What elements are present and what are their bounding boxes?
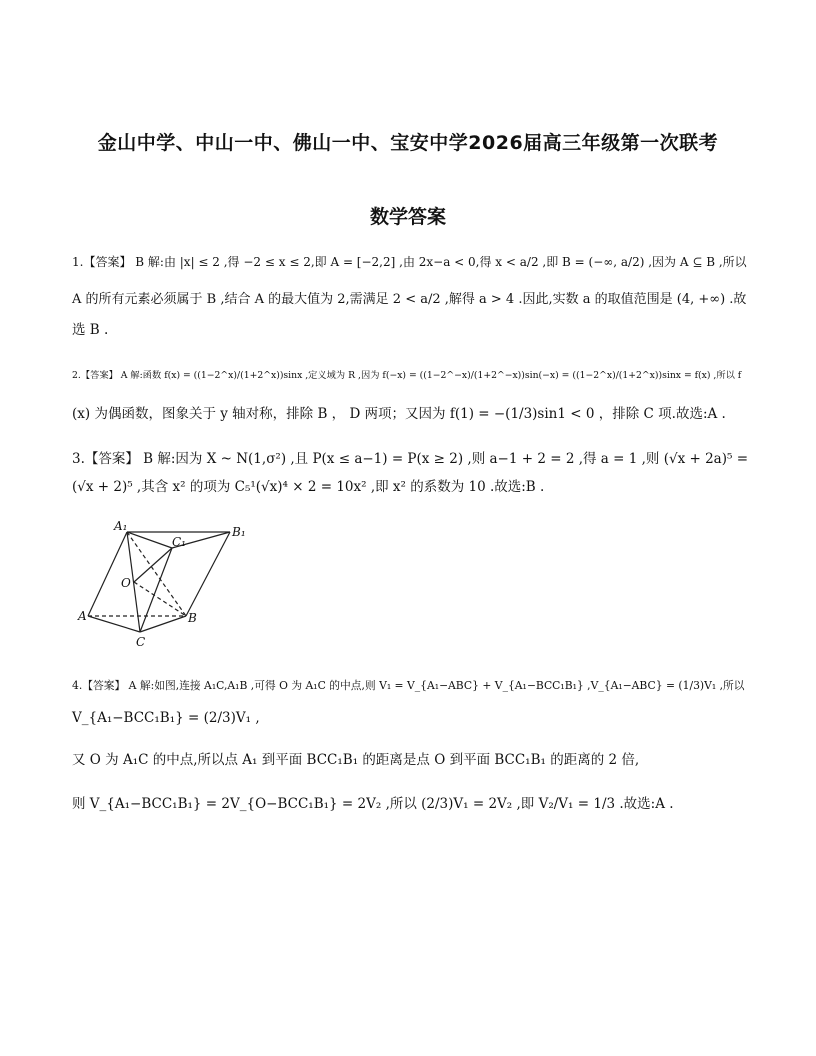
edge-a1a: [88, 532, 127, 616]
edge-ac: [88, 616, 140, 632]
prism-figure: [74, 518, 254, 650]
answer-1-line-2: A 的所有元素必须属于 B ,结合 A 的最大值为 2,需满足 2 < a/2 ,解得 a > 4 .因此,实数 a 的取值范围是 (4, +∞) .故: [72, 292, 747, 307]
label-o: O: [121, 576, 131, 590]
answer-4-line-3: 又 O 为 A₁C 的中点,所以点 A₁ 到平面 BCC₁B₁ 的距离是点 O 到平面 BCC₁B₁ 的距离的 2 倍,: [72, 752, 640, 768]
answer-1-line-1: 1.【答案】 B 解:由 |x| ≤ 2 ,得 −2 ≤ x ≤ 2,即 A = [−2,2] ,由 2x−a < 0,得 x < a/2 ,即 B = (−∞, a/2) ,因为 A ⊆ B ,所以: [72, 255, 747, 269]
answer-3-line-1: 3.【答案】 B 解:因为 X ~ N(1,σ²) ,且 P(x ≤ a−1) = P(x ≥ 2) ,则 a−1 + 2 = 2 ,得 a = 1 ,则 (√x + 2a)⁵ =: [72, 451, 749, 467]
segment-oc1: [134, 548, 172, 582]
edge-cb: [140, 616, 186, 632]
exam-subtitle: 数学答案: [369, 206, 446, 228]
label-a1: A₁: [114, 519, 128, 533]
exam-title: 金山中学、中山一中、佛山一中、宝安中学2026届高三年级第一次联考: [97, 132, 719, 154]
answer-2-line-1: 2.【答案】 A 解:函数 f(x) = ((1−2^x)/(1+2^x))sinx ,定义域为 R ,因为 f(−x) = ((1−2^−x)/(1+2^−x))sin(−x) = ((1−2^x)/(1+2^x))sinx = f(x) ,所以 f: [72, 370, 742, 381]
label-b: B: [188, 611, 197, 625]
answer-4-line-2: V_{A₁−BCC₁B₁} = (2/3)V₁ ,: [72, 710, 260, 726]
answer-1-line-3: 选 B .: [72, 322, 109, 338]
edge-b1b: [186, 532, 230, 616]
segment-ob: [134, 582, 186, 616]
edge-a1c1: [127, 532, 172, 548]
label-a: A: [78, 609, 87, 623]
answer-3-line-2: (√x + 2)⁵ ,其含 x² 的项为 C₅¹(√x)⁴ × 2 = 10x² ,即 x² 的系数为 10 .故选:B .: [72, 479, 545, 495]
answer-2-line-2: (x) 为偶函数，图象关于 y 轴对称，排除 B ， D 两项；又因为 f(1) = −(1/3)sin1 < 0 ，排除 C 项.故选:A .: [72, 406, 726, 422]
answer-4-line-1: 4.【答案】 A 解:如图,连接 A₁C,A₁B ,可得 O 为 A₁C 的中点,则 V₁ = V_{A₁−ABC} + V_{A₁−BCC₁B₁} ,V_{A₁−ABC} = (1/3)V₁ ,所以: [72, 679, 745, 692]
label-c1: C₁: [172, 535, 186, 549]
label-b1: B₁: [232, 525, 246, 539]
answer-4-line-4: 则 V_{A₁−BCC₁B₁} = 2V_{O−BCC₁B₁} = 2V₂ ,所以 (2/3)V₁ = 2V₂ ,即 V₂/V₁ = 1/3 .故选:A .: [72, 796, 674, 812]
label-c: C: [136, 635, 146, 649]
